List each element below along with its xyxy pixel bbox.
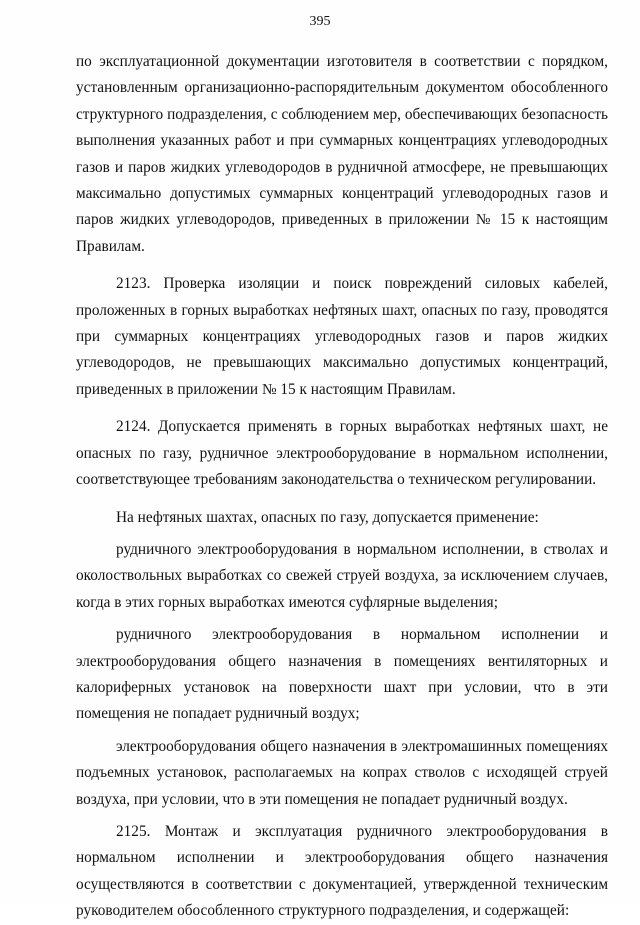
- document-body: [76, 49, 608, 925]
- paragraph-item-stvoly: рудничного электрооборудования в нормальном исполнении, в стволах и околоствольных выработках со свежей струей воздуха, за исключением случаев, когда в этих горных выработках имеются суфлярные выделения;: [76, 540, 608, 611]
- paragraph-allowed-intro: На нефтяных шахтах, опасных по газу, допускается применение:: [116, 508, 539, 526]
- paragraph-2123: 2123. Проверка изоляции и поиск повреждений силовых кабелей, проложенных в горных выработках нефтяных шахт, опасных по газу, проводятся при суммарных концентрациях углеводородных газов и паров жидких углеводородов, не превышающих максимально допустимых концентраций, приведенных в приложении № 15 к настоящим Правилам.: [76, 275, 608, 398]
- paragraph-2125: 2125. Монтаж и эксплуатация рудничного электрооборудования в нормальном исполнении и электрооборудования общего назначения осуществляются в соответствии с документацией, утвержденной техническим руководителем обособленного структурного подразделения, и содержащей:: [76, 822, 608, 920]
- paragraph-item-podemnye: электрооборудования общего назначения в электромашинных помещениях подъемных установок, располагаемых на копрах стволов с исходящей струей воздуха, при условии, что в эти помещения не попадает рудничный воздух.: [76, 737, 608, 808]
- paragraph-2124: 2124. Допускается применять в горных выработках нефтяных шахт, не опасных по газу, рудничное электрооборудование в нормальном исполнении, соответствующее требованиям законодательства о техническом регулировании.: [76, 418, 608, 489]
- paragraph-item-ventilyatornye: рудничного электрооборудования в нормальном исполнении и электрооборудования общего назначения в помещениях вентиляторных и калориферных установок на поверхности шахт при условии, что в эти помещения не попадает рудничный воздух;: [76, 626, 608, 723]
- page-number: 395: [309, 14, 331, 29]
- paragraph-continuation: по эксплуатационной документации изготовителя в соответствии с порядком, установленным организационно-распорядительным документом обособленного структурного подразделения, с соблюдением мер, обеспечивающих безопасность выполнения указанных работ и при суммарных концентрациях углеводородных газов и паров жидких углеводородов в рудничной атмосфере, не превышающих максимально допустимых суммарных концентраций углеводородных газов и паров жидких углеводородов, приведенных в приложении № 15 к настоящим Правилам.: [76, 53, 608, 255]
